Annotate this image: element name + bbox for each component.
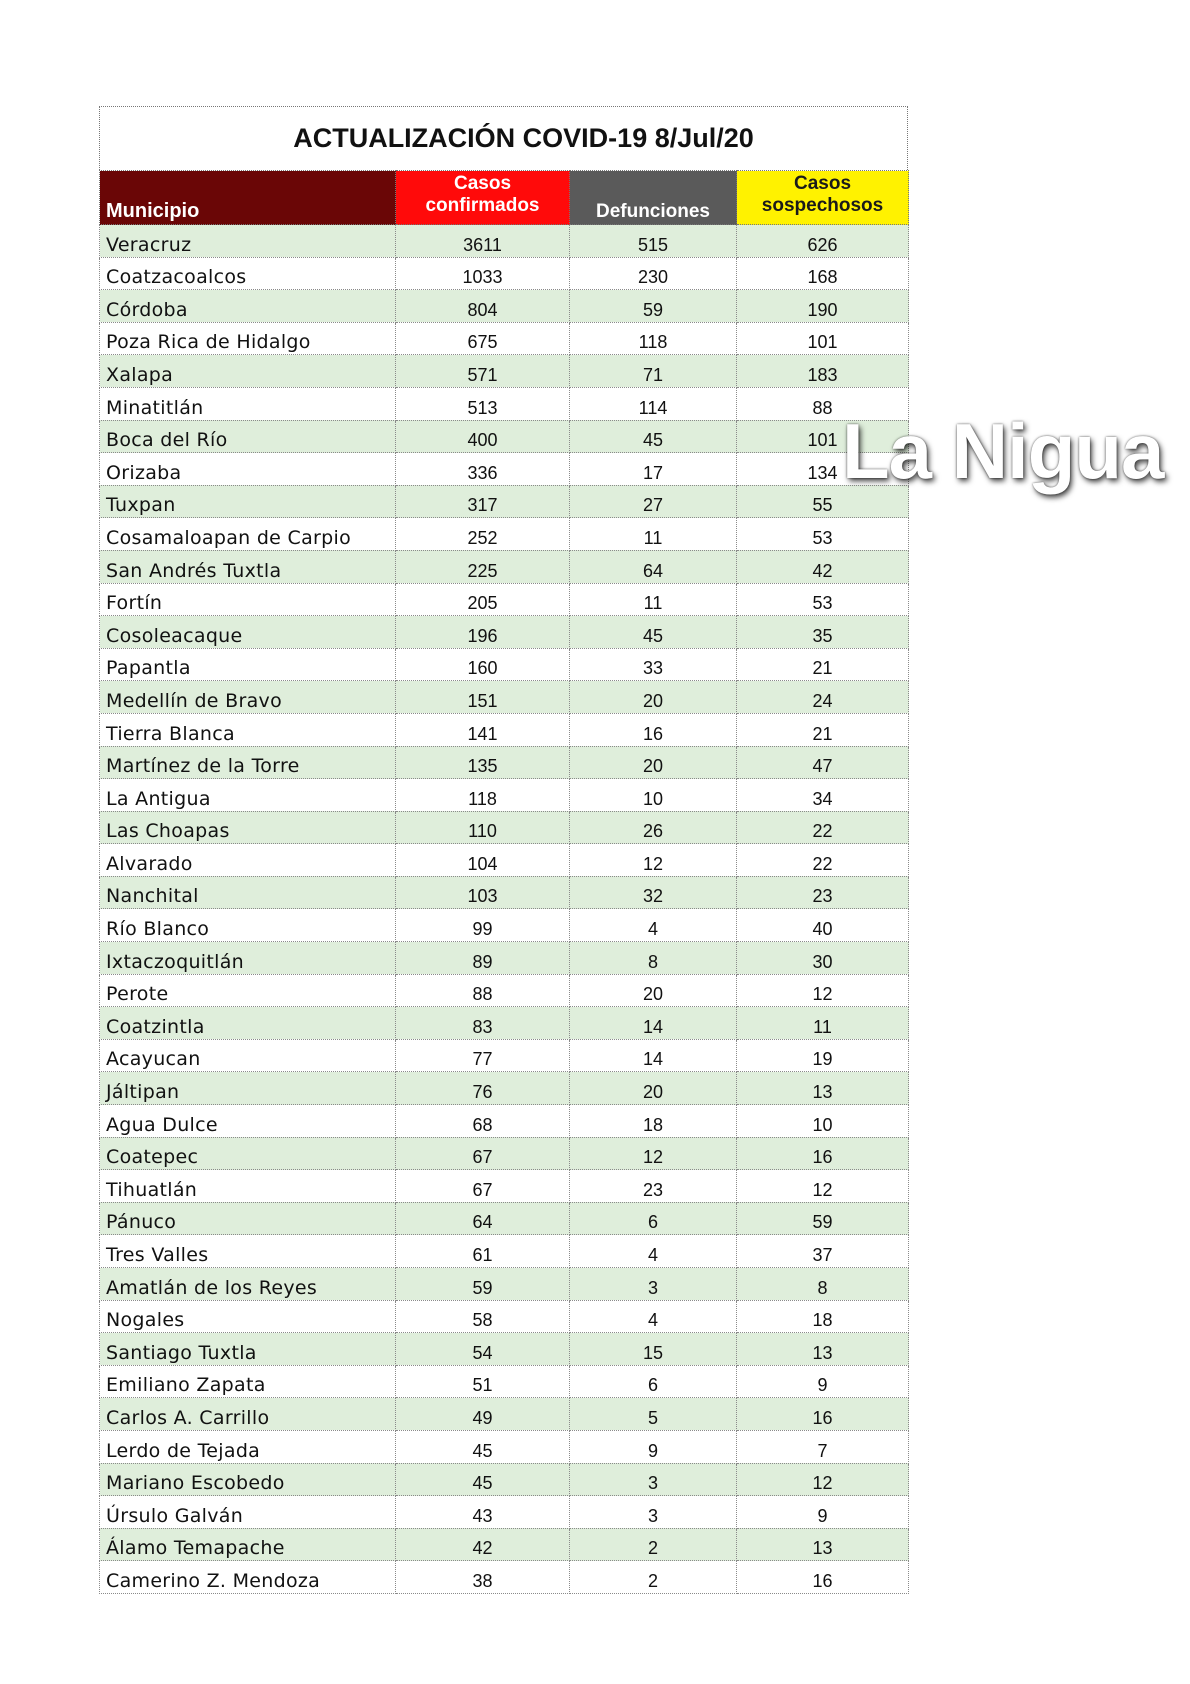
cell-defunciones: 2 xyxy=(570,1561,737,1594)
cell-municipio: Camerino Z. Mendoza xyxy=(100,1561,396,1594)
table-row xyxy=(100,811,909,844)
cell-casos-sospechosos: 40 xyxy=(737,909,909,942)
table-row xyxy=(100,225,909,258)
cell-casos-confirmados: 54 xyxy=(396,1333,570,1366)
cell-defunciones: 17 xyxy=(570,453,737,486)
cell-defunciones: 64 xyxy=(570,550,737,583)
cell-casos-sospechosos: 12 xyxy=(737,1170,909,1203)
table-row xyxy=(100,1235,909,1268)
cell-casos-sospechosos: 9 xyxy=(737,1365,909,1398)
cell-municipio: Martínez de la Torre xyxy=(100,746,396,779)
cell-casos-confirmados: 99 xyxy=(396,909,570,942)
cell-casos-sospechosos: 22 xyxy=(737,844,909,877)
cell-municipio: Jáltipan xyxy=(100,1072,396,1105)
cell-municipio: Córdoba xyxy=(100,290,396,323)
cell-municipio: Veracruz xyxy=(100,225,396,258)
cell-defunciones: 4 xyxy=(570,1235,737,1268)
cell-casos-sospechosos: 13 xyxy=(737,1528,909,1561)
cell-defunciones: 10 xyxy=(570,779,737,812)
cell-casos-sospechosos: 13 xyxy=(737,1072,909,1105)
cell-casos-sospechosos: 10 xyxy=(737,1105,909,1138)
cell-defunciones: 33 xyxy=(570,648,737,681)
cell-municipio: Cosoleacaque xyxy=(100,616,396,649)
cell-casos-confirmados: 160 xyxy=(396,648,570,681)
table-row xyxy=(100,355,909,388)
cell-municipio: Tihuatlán xyxy=(100,1170,396,1203)
cell-municipio: Amatlán de los Reyes xyxy=(100,1268,396,1301)
cell-municipio: Santiago Tuxtla xyxy=(100,1333,396,1366)
cell-casos-confirmados: 49 xyxy=(396,1398,570,1431)
cell-casos-confirmados: 83 xyxy=(396,1007,570,1040)
header-confirmados-line1: Casos xyxy=(453,173,512,194)
cell-municipio: Mariano Escobedo xyxy=(100,1463,396,1496)
cell-casos-confirmados: 3611 xyxy=(396,225,570,258)
cell-casos-sospechosos: 59 xyxy=(737,1202,909,1235)
cell-casos-confirmados: 317 xyxy=(396,485,570,518)
table-row xyxy=(100,1137,909,1170)
cell-defunciones: 26 xyxy=(570,811,737,844)
cell-defunciones: 118 xyxy=(570,322,737,355)
header-sospechosos-line1: Casos xyxy=(793,173,852,194)
cell-municipio: Minatitlán xyxy=(100,387,396,420)
cell-casos-confirmados: 804 xyxy=(396,290,570,323)
cell-municipio: Río Blanco xyxy=(100,909,396,942)
header-municipio: Municipio xyxy=(100,171,396,225)
table-row xyxy=(100,1300,909,1333)
cell-municipio: Papantla xyxy=(100,648,396,681)
table-row xyxy=(100,909,909,942)
table-row xyxy=(100,550,909,583)
cell-municipio: Orizaba xyxy=(100,453,396,486)
cell-casos-confirmados: 141 xyxy=(396,713,570,746)
cell-municipio: Medellín de Bravo xyxy=(100,681,396,714)
cell-casos-sospechosos: 53 xyxy=(737,518,909,551)
cell-casos-sospechosos: 11 xyxy=(737,1007,909,1040)
table-row xyxy=(100,583,909,616)
cell-casos-confirmados: 252 xyxy=(396,518,570,551)
cell-defunciones: 4 xyxy=(570,909,737,942)
header-sospechosos-line2: sospechosos xyxy=(761,195,884,216)
cell-defunciones: 20 xyxy=(570,746,737,779)
header-casos-confirmados xyxy=(396,171,570,225)
cell-casos-sospechosos: 183 xyxy=(737,355,909,388)
cell-casos-confirmados: 38 xyxy=(396,1561,570,1594)
cell-casos-sospechosos: 30 xyxy=(737,942,909,975)
cell-municipio: Cosamaloapan de Carpio xyxy=(100,518,396,551)
cell-municipio: Coatzintla xyxy=(100,1007,396,1040)
cell-municipio: Coatzacoalcos xyxy=(100,257,396,290)
table-row xyxy=(100,844,909,877)
cell-defunciones: 3 xyxy=(570,1496,737,1529)
cell-defunciones: 16 xyxy=(570,713,737,746)
table-row xyxy=(100,1430,909,1463)
cell-casos-confirmados: 43 xyxy=(396,1496,570,1529)
table-title: ACTUALIZACIÓN COVID-19 8/Jul/20 xyxy=(99,106,908,170)
cell-municipio: Ixtaczoquitlán xyxy=(100,942,396,975)
table-row xyxy=(100,1365,909,1398)
cell-defunciones: 14 xyxy=(570,1039,737,1072)
cell-defunciones: 9 xyxy=(570,1430,737,1463)
cell-casos-confirmados: 68 xyxy=(396,1105,570,1138)
cell-municipio: Perote xyxy=(100,974,396,1007)
cell-defunciones: 2 xyxy=(570,1528,737,1561)
cell-casos-sospechosos: 19 xyxy=(737,1039,909,1072)
table-row xyxy=(100,746,909,779)
cell-casos-sospechosos: 37 xyxy=(737,1235,909,1268)
cell-municipio: Pánuco xyxy=(100,1202,396,1235)
cell-defunciones: 32 xyxy=(570,876,737,909)
cell-casos-confirmados: 205 xyxy=(396,583,570,616)
table-row xyxy=(100,518,909,551)
cell-casos-confirmados: 61 xyxy=(396,1235,570,1268)
header-defunciones: Defunciones xyxy=(570,171,737,225)
cell-casos-confirmados: 336 xyxy=(396,453,570,486)
cell-casos-sospechosos: 16 xyxy=(737,1137,909,1170)
cell-casos-sospechosos: 12 xyxy=(737,974,909,1007)
table-row xyxy=(100,942,909,975)
cell-casos-sospechosos: 88 xyxy=(737,387,909,420)
cell-defunciones: 6 xyxy=(570,1202,737,1235)
cell-municipio: Agua Dulce xyxy=(100,1105,396,1138)
cell-casos-sospechosos: 35 xyxy=(737,616,909,649)
cell-defunciones: 12 xyxy=(570,1137,737,1170)
cell-municipio: Nogales xyxy=(100,1300,396,1333)
cell-municipio: Nanchital xyxy=(100,876,396,909)
cell-casos-sospechosos: 101 xyxy=(737,420,909,453)
table-row xyxy=(100,387,909,420)
cell-defunciones: 3 xyxy=(570,1463,737,1496)
cell-municipio: Xalapa xyxy=(100,355,396,388)
cell-municipio: Lerdo de Tejada xyxy=(100,1430,396,1463)
table-row xyxy=(100,1202,909,1235)
cell-municipio: Tres Valles xyxy=(100,1235,396,1268)
cell-defunciones: 515 xyxy=(570,225,737,258)
cell-casos-sospechosos: 22 xyxy=(737,811,909,844)
cell-defunciones: 5 xyxy=(570,1398,737,1431)
cell-defunciones: 14 xyxy=(570,1007,737,1040)
cell-casos-sospechosos: 21 xyxy=(737,713,909,746)
cell-defunciones: 45 xyxy=(570,420,737,453)
cell-casos-confirmados: 45 xyxy=(396,1430,570,1463)
table-row xyxy=(100,876,909,909)
cell-casos-confirmados: 59 xyxy=(396,1268,570,1301)
cell-municipio: La Antigua xyxy=(100,779,396,812)
header-row xyxy=(100,171,909,225)
cell-municipio: Tuxpan xyxy=(100,485,396,518)
table-row xyxy=(100,420,909,453)
cell-municipio: Boca del Río xyxy=(100,420,396,453)
cell-casos-confirmados: 675 xyxy=(396,322,570,355)
cell-casos-confirmados: 225 xyxy=(396,550,570,583)
cell-casos-sospechosos: 7 xyxy=(737,1430,909,1463)
table-row xyxy=(100,485,909,518)
cell-casos-confirmados: 571 xyxy=(396,355,570,388)
cell-casos-sospechosos: 16 xyxy=(737,1398,909,1431)
cell-municipio: Alvarado xyxy=(100,844,396,877)
cell-casos-sospechosos: 18 xyxy=(737,1300,909,1333)
cell-casos-confirmados: 64 xyxy=(396,1202,570,1235)
cell-casos-confirmados: 118 xyxy=(396,779,570,812)
cell-defunciones: 8 xyxy=(570,942,737,975)
cell-municipio: Emiliano Zapata xyxy=(100,1365,396,1398)
cell-casos-sospechosos: 16 xyxy=(737,1561,909,1594)
cell-defunciones: 11 xyxy=(570,518,737,551)
cell-casos-confirmados: 1033 xyxy=(396,257,570,290)
cell-municipio: Álamo Temapache xyxy=(100,1528,396,1561)
table-row xyxy=(100,713,909,746)
table-row xyxy=(100,1561,909,1594)
cell-casos-confirmados: 135 xyxy=(396,746,570,779)
cell-municipio: Tierra Blanca xyxy=(100,713,396,746)
cell-casos-confirmados: 88 xyxy=(396,974,570,1007)
cell-defunciones: 3 xyxy=(570,1268,737,1301)
cell-casos-confirmados: 45 xyxy=(396,1463,570,1496)
cell-defunciones: 27 xyxy=(570,485,737,518)
cell-defunciones: 23 xyxy=(570,1170,737,1203)
cell-casos-confirmados: 110 xyxy=(396,811,570,844)
cell-defunciones: 20 xyxy=(570,1072,737,1105)
cell-defunciones: 18 xyxy=(570,1105,737,1138)
cell-casos-confirmados: 51 xyxy=(396,1365,570,1398)
cell-casos-confirmados: 76 xyxy=(396,1072,570,1105)
table-body xyxy=(100,225,909,1594)
cell-defunciones: 45 xyxy=(570,616,737,649)
cell-casos-sospechosos: 12 xyxy=(737,1463,909,1496)
cell-casos-confirmados: 400 xyxy=(396,420,570,453)
cell-casos-sospechosos: 55 xyxy=(737,485,909,518)
watermark-logo: La Nigua xyxy=(842,407,1164,495)
cell-casos-confirmados: 104 xyxy=(396,844,570,877)
table-row xyxy=(100,1007,909,1040)
cell-defunciones: 20 xyxy=(570,681,737,714)
table-row xyxy=(100,1398,909,1431)
table-row xyxy=(100,1039,909,1072)
cell-casos-sospechosos: 42 xyxy=(737,550,909,583)
table-row xyxy=(100,1463,909,1496)
table-row xyxy=(100,322,909,355)
table-row xyxy=(100,1170,909,1203)
cell-casos-confirmados: 42 xyxy=(396,1528,570,1561)
table-row xyxy=(100,1496,909,1529)
cell-casos-sospechosos: 190 xyxy=(737,290,909,323)
cell-municipio: San Andrés Tuxtla xyxy=(100,550,396,583)
cell-casos-sospechosos: 21 xyxy=(737,648,909,681)
cell-casos-confirmados: 77 xyxy=(396,1039,570,1072)
cell-defunciones: 11 xyxy=(570,583,737,616)
cell-defunciones: 230 xyxy=(570,257,737,290)
table-row xyxy=(100,616,909,649)
table-row xyxy=(100,974,909,1007)
cell-municipio: Fortín xyxy=(100,583,396,616)
table-row xyxy=(100,1268,909,1301)
cell-municipio: Poza Rica de Hidalgo xyxy=(100,322,396,355)
cell-casos-confirmados: 58 xyxy=(396,1300,570,1333)
covid-table xyxy=(99,170,909,1594)
cell-defunciones: 12 xyxy=(570,844,737,877)
table-row xyxy=(100,453,909,486)
cell-defunciones: 6 xyxy=(570,1365,737,1398)
cell-defunciones: 114 xyxy=(570,387,737,420)
cell-defunciones: 4 xyxy=(570,1300,737,1333)
cell-casos-confirmados: 103 xyxy=(396,876,570,909)
header-casos-sospechosos xyxy=(737,171,909,225)
table-row xyxy=(100,1528,909,1561)
cell-municipio: Las Choapas xyxy=(100,811,396,844)
cell-casos-sospechosos: 34 xyxy=(737,779,909,812)
table-row xyxy=(100,257,909,290)
cell-defunciones: 15 xyxy=(570,1333,737,1366)
cell-municipio: Coatepec xyxy=(100,1137,396,1170)
table-row xyxy=(100,1105,909,1138)
cell-casos-sospechosos: 168 xyxy=(737,257,909,290)
cell-casos-sospechosos: 53 xyxy=(737,583,909,616)
cell-casos-sospechosos: 8 xyxy=(737,1268,909,1301)
cell-municipio: Carlos A. Carrillo xyxy=(100,1398,396,1431)
cell-municipio: Acayucan xyxy=(100,1039,396,1072)
cell-casos-sospechosos: 626 xyxy=(737,225,909,258)
cell-casos-sospechosos: 23 xyxy=(737,876,909,909)
cell-casos-confirmados: 89 xyxy=(396,942,570,975)
cell-casos-sospechosos: 47 xyxy=(737,746,909,779)
cell-casos-confirmados: 151 xyxy=(396,681,570,714)
cell-casos-confirmados: 196 xyxy=(396,616,570,649)
cell-casos-sospechosos: 9 xyxy=(737,1496,909,1529)
table-row xyxy=(100,290,909,323)
table-row xyxy=(100,648,909,681)
cell-municipio: Úrsulo Galván xyxy=(100,1496,396,1529)
cell-defunciones: 59 xyxy=(570,290,737,323)
cell-casos-confirmados: 513 xyxy=(396,387,570,420)
cell-casos-confirmados: 67 xyxy=(396,1137,570,1170)
table-row xyxy=(100,1072,909,1105)
cell-casos-sospechosos: 24 xyxy=(737,681,909,714)
cell-defunciones: 20 xyxy=(570,974,737,1007)
cell-defunciones: 71 xyxy=(570,355,737,388)
table-row xyxy=(100,681,909,714)
cell-casos-sospechosos: 101 xyxy=(737,322,909,355)
cell-casos-sospechosos: 134 xyxy=(737,453,909,486)
covid-table-sheet xyxy=(99,106,908,1594)
table-row xyxy=(100,779,909,812)
cell-casos-confirmados: 67 xyxy=(396,1170,570,1203)
header-confirmados-line2: confirmados xyxy=(425,195,540,216)
table-row xyxy=(100,1333,909,1366)
cell-casos-sospechosos: 13 xyxy=(737,1333,909,1366)
